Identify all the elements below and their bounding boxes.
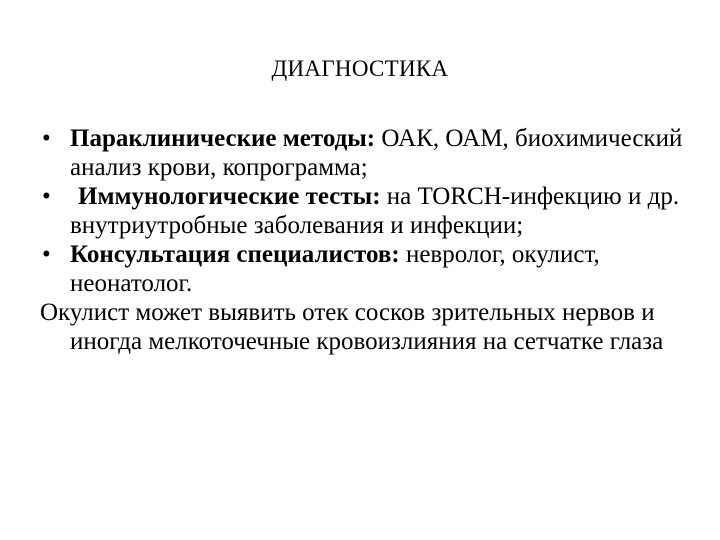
slide-title xyxy=(0,54,720,84)
bullet-text: ОАК, ОАМ, биохимический анализ крови, копрограмма; xyxy=(70,125,683,181)
bullet-icon: • xyxy=(42,183,51,210)
slide-title-text: ДИАГНОСТИКА xyxy=(271,56,449,81)
bullet-item-consultation xyxy=(40,240,700,298)
bullet-item-paraclinical xyxy=(40,124,700,182)
bullet-lead: Консультация специалистов: xyxy=(70,241,400,268)
bullet-icon: • xyxy=(42,241,51,268)
bullet-text: невролог, окулист, неонатолог. xyxy=(70,241,600,297)
bullet-icon: • xyxy=(42,125,51,152)
bullet-item-immunology xyxy=(40,182,700,240)
bullet-lead: Иммунологические тесты: xyxy=(78,183,381,210)
slide-body xyxy=(40,124,700,356)
bullet-lead: Параклинические методы: xyxy=(70,125,376,152)
note-paragraph: Окулист может выявить отек сосков зрительных нервов и иногда мелкоточечные кровоизлияния на сетчатке глаза xyxy=(40,299,664,355)
bullet-text: на TORCH-инфекцию и др. внутриутробные заболевания и инфекции; xyxy=(70,183,680,239)
